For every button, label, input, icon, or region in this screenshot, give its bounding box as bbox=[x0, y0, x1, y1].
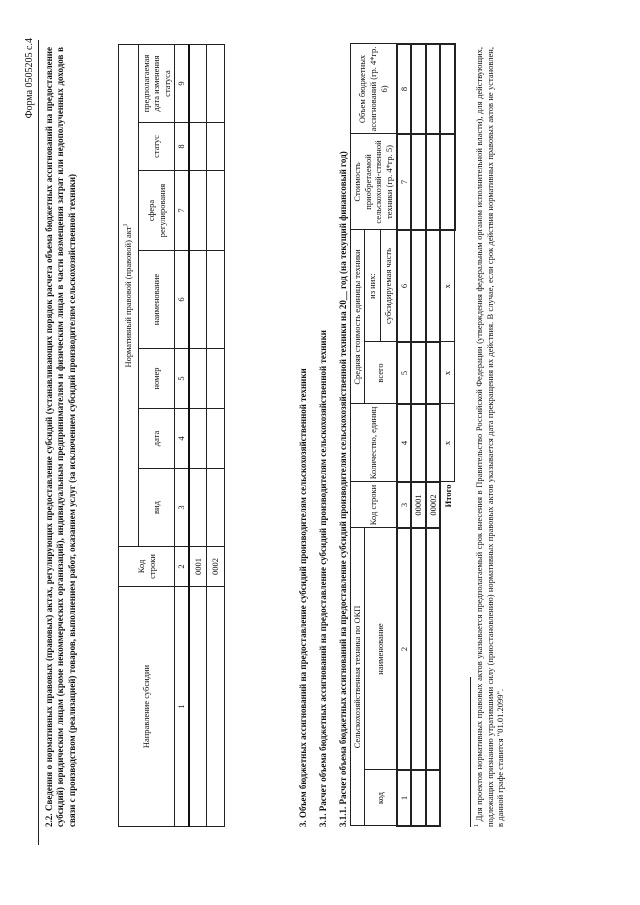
header-of-them: из них: bbox=[365, 230, 381, 342]
col-number: 7 bbox=[175, 171, 189, 251]
cell[interactable] bbox=[207, 409, 225, 469]
cell[interactable] bbox=[411, 44, 426, 134]
cell[interactable] bbox=[411, 230, 426, 342]
cell[interactable] bbox=[426, 230, 441, 342]
cell[interactable] bbox=[411, 404, 426, 482]
header-quantity: Количество, единиц bbox=[351, 404, 397, 482]
header-name: наименование bbox=[365, 528, 397, 770]
cell-direction[interactable] bbox=[207, 587, 225, 827]
header-okp: Сельскохозяйственная техника по ОКП bbox=[351, 528, 365, 826]
table-row bbox=[207, 45, 225, 827]
section-3-1-1-heading: 3.1.1. Расчет объема бюджетных ассигнований на предоставление субсидий производителям сельскохозяйственной техники на 20__ год (на текущий финансовый год) bbox=[338, 151, 348, 827]
cell-row-code: 00001 bbox=[411, 482, 426, 528]
header-number: номер bbox=[139, 349, 175, 409]
table-row bbox=[189, 45, 207, 827]
section-3-heading: 3. Объем бюджетных ассигнований на предоставление субсидий производителям сельскохозяйственной техники bbox=[298, 368, 308, 827]
cell-name[interactable] bbox=[426, 528, 441, 770]
total-volume-cell[interactable] bbox=[440, 44, 454, 134]
header-volume: Объем бюджетных ассигнований (гр. 4*гр. 6) bbox=[351, 44, 397, 134]
cell[interactable] bbox=[207, 171, 225, 251]
col-number: 9 bbox=[175, 45, 189, 123]
col-number: 1 bbox=[175, 587, 189, 827]
cell[interactable] bbox=[411, 134, 426, 230]
header-code: код bbox=[365, 770, 397, 826]
col-number: 5 bbox=[397, 342, 412, 404]
header-npa: Нормативный правовой (правовой) акт$^1$ bbox=[119, 45, 139, 547]
header-total: всего bbox=[365, 342, 397, 404]
cell[interactable] bbox=[207, 123, 225, 171]
cell-row-code: 0002 bbox=[207, 547, 225, 587]
form-code: Форма 0505205 с.4 bbox=[24, 38, 35, 119]
cell[interactable] bbox=[189, 251, 207, 349]
cell-row-code: 00002 bbox=[426, 482, 441, 528]
col-number: 2 bbox=[397, 528, 412, 770]
col-number: 8 bbox=[175, 123, 189, 171]
header-scope: сфера регулирования bbox=[139, 171, 175, 251]
col-number: 5 bbox=[175, 349, 189, 409]
footnote bbox=[474, 47, 506, 827]
header-type: вид bbox=[139, 469, 175, 547]
cell-x: x bbox=[440, 230, 454, 342]
table-row bbox=[411, 44, 426, 826]
header-row-code: Код строки bbox=[119, 547, 175, 587]
cell[interactable] bbox=[411, 342, 426, 404]
regulatory-acts-table bbox=[118, 44, 225, 827]
table-row bbox=[426, 44, 441, 826]
cell[interactable] bbox=[189, 45, 207, 123]
cell-x: x bbox=[440, 404, 454, 482]
cell[interactable] bbox=[207, 45, 225, 123]
header-date: дата bbox=[139, 409, 175, 469]
footnote-rule bbox=[470, 677, 471, 827]
header-name: наименование bbox=[139, 251, 175, 349]
header-avg-cost: Средняя стоимость единицы техники bbox=[351, 230, 365, 404]
total-cost-cell[interactable] bbox=[440, 134, 454, 230]
col-number: 3 bbox=[397, 482, 412, 528]
section-3-1-heading: 3.1. Расчет объема бюджетных ассигнований на предоставление субсидий производителям сельскохозяйственной техники bbox=[318, 330, 328, 827]
cell[interactable] bbox=[426, 342, 441, 404]
col-number: 2 bbox=[175, 547, 189, 587]
col-number: 6 bbox=[397, 230, 412, 342]
total-label: Итого bbox=[442, 484, 453, 508]
header-status: статус bbox=[139, 123, 175, 171]
col-number: 4 bbox=[397, 404, 412, 482]
header-direction: Направление субсидии bbox=[119, 587, 175, 827]
cell[interactable] bbox=[189, 349, 207, 409]
cell[interactable] bbox=[189, 123, 207, 171]
total-row bbox=[440, 44, 454, 826]
header-cost: Стоимость приобретаемой сельскохозяй-ственной техники (гр. 4*гр. 5) bbox=[351, 134, 397, 230]
footnote-mark: 1 bbox=[474, 824, 481, 827]
cell-row-code: 0001 bbox=[189, 547, 207, 587]
col-number: 8 bbox=[397, 44, 412, 134]
footnote-ref: 1 bbox=[123, 223, 130, 227]
cell[interactable] bbox=[189, 171, 207, 251]
cell[interactable] bbox=[426, 134, 441, 230]
section-2-2-heading: 2.2. Сведения о нормативных правовых (правовых) актах, регулирующих предоставление субсидий (устанавливающих порядок расчета объема бюджетных ассигнований на предоставление субсидий) юридическим лицам (кроме некоммерческих организаций), индивидуальным предпринимателям и физическим лицам в части возмещения затрат или недополученных доходов в связи с производством (реализацией) товаров, выполнением работ, оказанием услуг (за исключением субсидий производителям сельскохозяйственной техники) bbox=[44, 47, 77, 827]
cell[interactable] bbox=[207, 349, 225, 409]
col-number: 3 bbox=[175, 469, 189, 547]
header-subsidized: субсидируемая часть bbox=[381, 230, 397, 342]
cell-name[interactable] bbox=[411, 528, 426, 770]
cell-code[interactable] bbox=[426, 770, 441, 826]
cell[interactable] bbox=[207, 251, 225, 349]
footnote-text: Для проектов нормативных правовых актов указывается предполагаемый срок внесения в Правительство Российской Федерации (утверждения федеральным органом исполнительной власти), для действующих, подлежащих признанию утратившими силу (приостановлению) нормативных правовых актов указывается дата прекращения их действия. В случае, если срок действия нормативных правовых актов не установлен, в данной графе ставится "01.01.2099". bbox=[474, 47, 506, 827]
cell[interactable] bbox=[189, 409, 207, 469]
cell[interactable] bbox=[426, 404, 441, 482]
col-number: 6 bbox=[175, 251, 189, 349]
top-rule bbox=[38, 40, 39, 845]
col-number: 7 bbox=[397, 134, 412, 230]
header-expected-date: предполагаемая дата изменения статуса bbox=[139, 45, 175, 123]
header-row-code: Код строки bbox=[351, 482, 397, 528]
cell-code[interactable] bbox=[411, 770, 426, 826]
cell[interactable] bbox=[189, 469, 207, 547]
machinery-subsidy-table bbox=[350, 43, 456, 827]
col-number: 4 bbox=[175, 409, 189, 469]
cell[interactable] bbox=[207, 469, 225, 547]
cell[interactable] bbox=[426, 44, 441, 134]
cell-x: x bbox=[440, 342, 454, 404]
col-number: 1 bbox=[397, 770, 412, 826]
cell-direction[interactable] bbox=[189, 587, 207, 827]
